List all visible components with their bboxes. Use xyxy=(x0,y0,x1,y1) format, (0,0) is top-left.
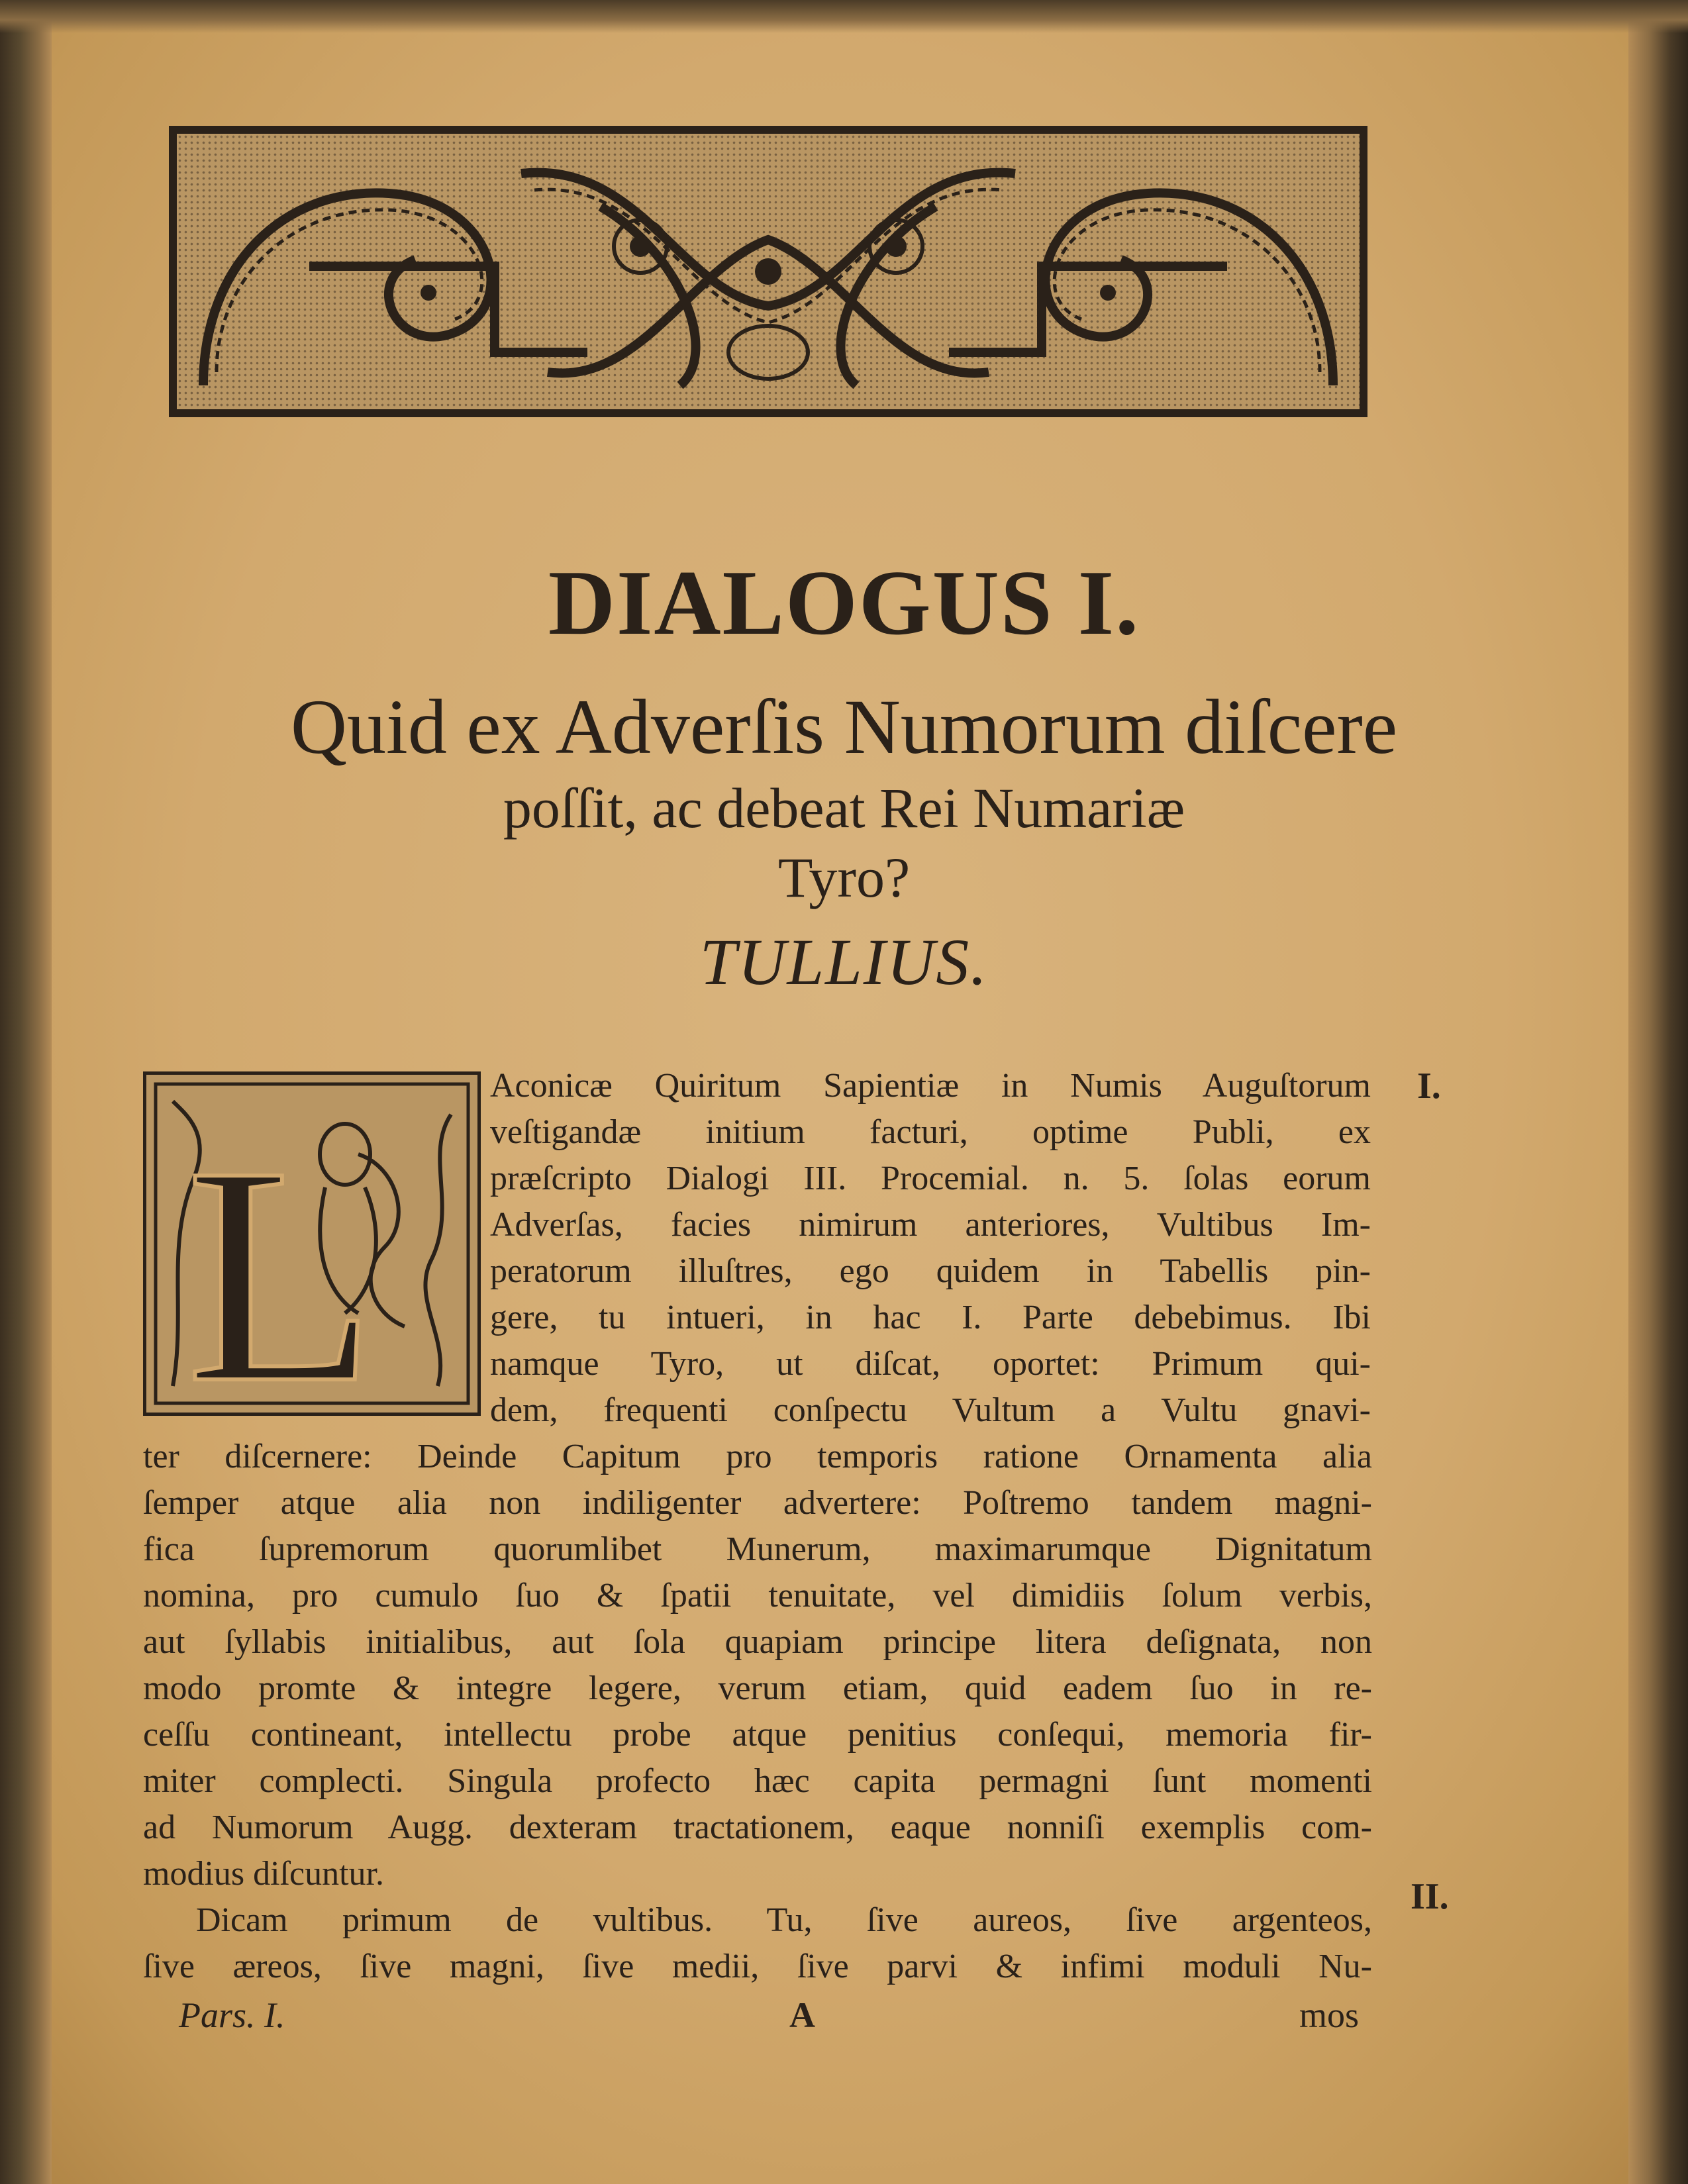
dialogue-question-line-3: Tyro? xyxy=(777,846,911,909)
drop-cap-ornament xyxy=(143,1071,481,1416)
section-number: I. xyxy=(1417,1066,1441,1107)
body-line: Aconicæ Quiritum Sapientiæ in Numis Auguſtorum xyxy=(490,1067,1371,1105)
body-line: miter complecti. Singula profecto hæc capita permagni ſunt momenti xyxy=(143,1762,1372,1800)
body-line: ſemper atque alia non indiligenter advertere: Poſtremo tandem magni- xyxy=(143,1484,1372,1522)
page-top-edge xyxy=(0,0,1688,33)
body-line: modius diſcuntur. xyxy=(143,1855,384,1893)
page-edge xyxy=(1628,0,1688,2184)
body-line: peratorum illuſtres, ego quidem in Tabellis pin- xyxy=(490,1252,1371,1290)
body-line: nomina, pro cumulo ſuo & ſpatii tenuitate, vel dimidiis ſolum verbis, xyxy=(143,1577,1372,1614)
body-line: ceſſu contineant, intellectu probe atque penitius conſequi, memoria fir- xyxy=(143,1716,1372,1754)
signature-mark: A xyxy=(789,1995,815,2035)
dialogue-title: DIALOGUS I. xyxy=(548,552,1140,654)
body-line: aut ſyllabis initialibus, aut ſola quapiam principe litera deſignata, non xyxy=(143,1623,1372,1661)
drop-cap-letter: L xyxy=(186,1102,377,1413)
catchword: mos xyxy=(1299,1995,1360,2035)
dialogue-question-line-1: Quid ex Adverſis Numorum diſcere xyxy=(290,683,1398,770)
body-line: modo promte & integre legere, verum etiam, quid eadem ſuo in re- xyxy=(143,1669,1372,1707)
body-line: ter diſcernere: Deinde Capitum pro temporis ratione Ornamenta alia xyxy=(143,1438,1372,1475)
signature-part: Pars. I. xyxy=(179,1995,285,2035)
body-line: fica ſupremorum quorumlibet Munerum, maximarumque Dignitatum xyxy=(143,1530,1372,1568)
body-line: ſive æreos, ſive magni, ſive medii, ſive parvi & infimi moduli Nu- xyxy=(143,1948,1372,1985)
body-line: ad Numorum Augg. dexteram tractationem, eaque nonniſi exemplis com- xyxy=(143,1809,1372,1846)
body-line: dem, frequenti conſpectu Vultum a Vultu gnavi- xyxy=(490,1391,1371,1429)
body-line: gere, tu intueri, in hac I. Parte debebimus. Ibi xyxy=(490,1299,1371,1336)
book-gutter xyxy=(0,0,52,2184)
body-line: Dicam primum de vultibus. Tu, ſive aureos, ſive argenteos, xyxy=(196,1901,1372,1939)
body-line: veſtigandæ initium facturi, optime Publi, ex xyxy=(490,1113,1371,1151)
dialogue-question-line-2: poſſit, ac debeat Rei Numariæ xyxy=(503,776,1185,840)
headpiece-ornament xyxy=(169,126,1367,417)
body-line: Adverſas, facies nimirum anteriores, Vultibus Im- xyxy=(490,1206,1371,1244)
body-line: namque Tyro, ut diſcat, oportet: Primum qui- xyxy=(490,1345,1371,1383)
speaker-name: TULLIUS. xyxy=(699,925,989,999)
body-line: præſcripto Dialogi III. Procemial. n. 5. ſolas eorum xyxy=(490,1160,1371,1197)
section-number: II. xyxy=(1411,1876,1449,1917)
